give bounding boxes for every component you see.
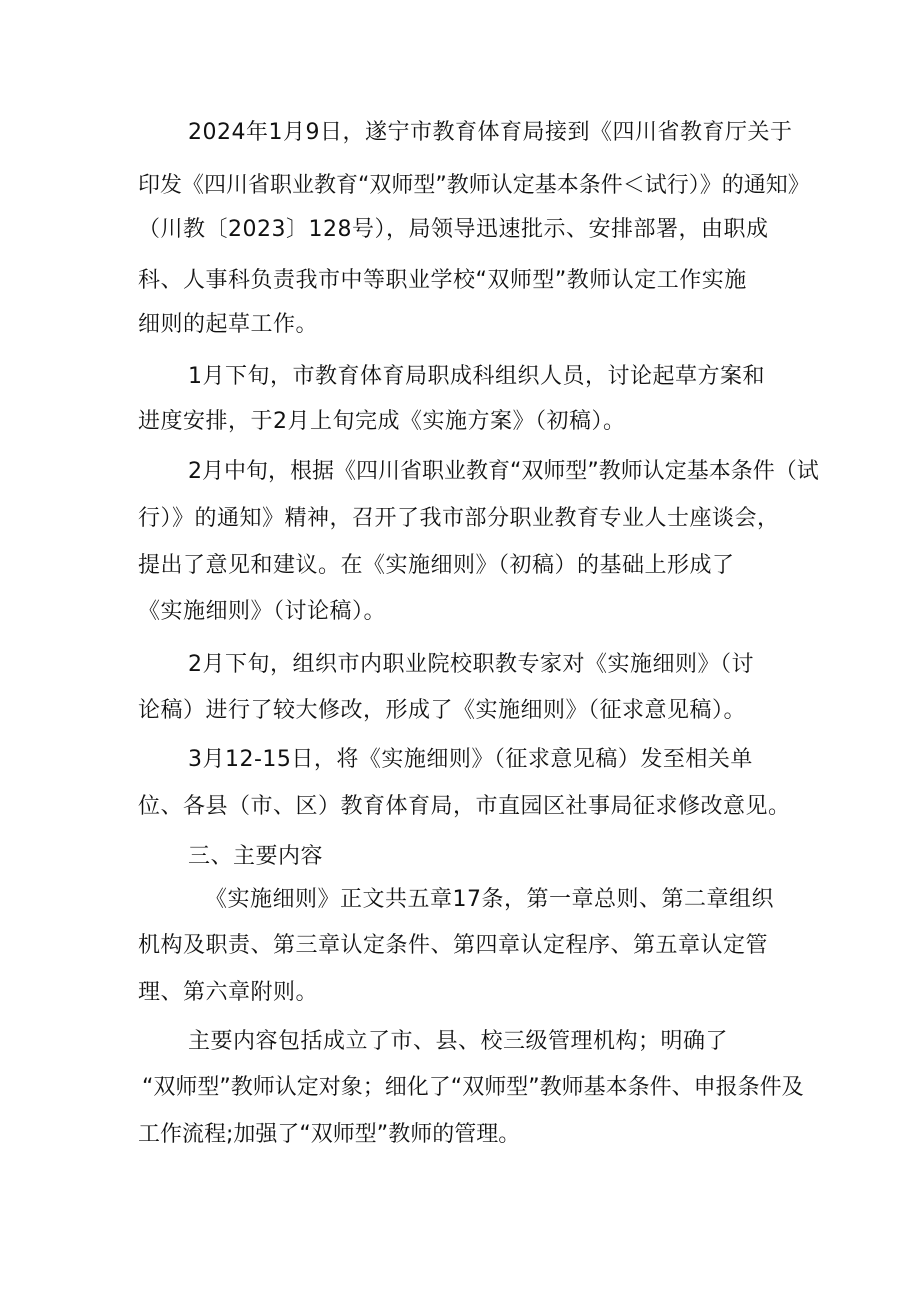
paragraph-line: 2024年1月9日，遂宁市教育体育局接到《四川省教育厅关于 (188, 120, 793, 145)
paragraph-line: （川教〔2023〕128号），局领导迅速批示、安排部署，由职成 (138, 217, 769, 242)
paragraph-line: 1月下旬，市教育体育局职成科组织人员，讨论起草方案和 (188, 364, 765, 389)
paragraph-line: 理、第六章附则。 (138, 980, 319, 1005)
paragraph-line: 印发《四川省职业教育“双师型”教师认定基本条件＜试行）》的通知》 (138, 173, 810, 198)
paragraph-line: 《实施细则》正文共五章17条，第一章总则、第二章组织 (205, 887, 774, 912)
paragraph-line: 2月中旬，根据《四川省职业教育“双师型”教师认定基本条件（试 (188, 459, 819, 484)
paragraph-line: 细则的起草工作。 (138, 312, 319, 337)
paragraph-line: 论稿）进行了较大修改，形成了《实施细则》（征求意见稿）。 (138, 698, 747, 723)
section-heading: 三、主要内容 (188, 844, 324, 869)
paragraph-line: 机构及职责、第三章认定条件、第四章认定程序、第五章认定管 (138, 933, 769, 958)
paragraph-line: 主要内容包括成立了市、县、校三级管理机构；明确了 (188, 1029, 729, 1054)
paragraph-line: 2月下旬，组织市内职业院校职教专家对《实施细则》（讨 (188, 652, 754, 677)
paragraph-line: 科、人事科负责我市中等职业学校“双师型”教师认定工作实施 (138, 268, 747, 293)
paragraph-line: 提出了意见和建议。在《实施细则》（初稿）的基础上形成了 (138, 553, 735, 578)
paragraph-line: 行）》的通知》精神，召开了我市部分职业教育专业人士座谈会， (138, 506, 780, 531)
paragraph-line: “双师型”教师认定对象；细化了“双师型”教师基本条件、申报条件及 (142, 1075, 804, 1100)
paragraph-line: 位、各县（市、区）教育体育局，市直园区社事局征求修改意见。 (138, 794, 791, 819)
paragraph-line: 工作流程;加强了“双师型”教师的管理。 (138, 1122, 521, 1147)
paragraph-line: 《实施细则》（讨论稿）。 (138, 599, 387, 624)
paragraph-line: 进度安排，于2月上旬完成《实施方案》（初稿）。 (138, 409, 626, 434)
paragraph-line: 3月12-15日，将《实施细则》（征求意见稿）发至相关单 (188, 747, 753, 772)
